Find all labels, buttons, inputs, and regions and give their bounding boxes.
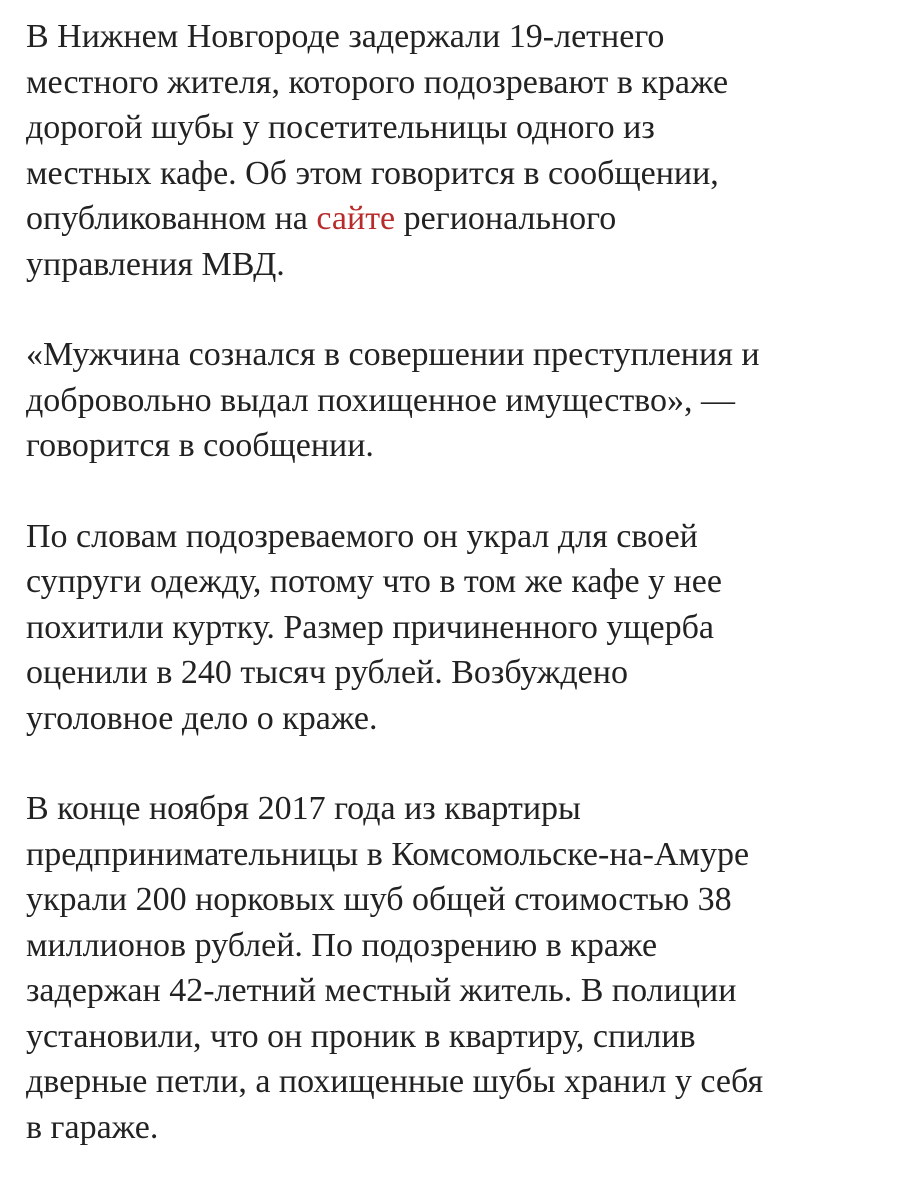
paragraph-3-line: похитили куртку. Размер причиненного ущерба — [26, 608, 715, 646]
paragraph-4-line: дверные петли, а похищенные шубы хранил у себя — [26, 1063, 764, 1100]
paragraph-1-line-with-link — [26, 196, 886, 242]
paragraph-3 — [26, 514, 886, 742]
paragraph-3-line: оценили в 240 тысяч рублей. Возбуждено — [26, 654, 628, 691]
paragraph-1-text-before-link: опубликованном на — [26, 200, 317, 237]
paragraph-4-line: задержан 42-летний местный житель. В полиции — [26, 972, 737, 1009]
paragraph-4-line: предпринимательницы в Комсомольске-на-Амуре — [26, 835, 750, 873]
mvd-site-link[interactable]: сайте — [316, 200, 396, 237]
paragraph-1-line: местного жителя, которого подозревают в краже — [26, 63, 729, 101]
paragraph-4-line: установили, что он проник в квартиру, спилив — [26, 1017, 696, 1055]
paragraph-1-line: дорогой шубы у посетительницы одного из — [26, 109, 655, 146]
paragraph-4-line: миллионов рублей. По подозрению в краже — [26, 926, 658, 964]
paragraph-1-line: В Нижнем Новгороде задержали 19-летнего — [26, 18, 665, 55]
paragraph-4 — [26, 786, 886, 1150]
paragraph-2-quote — [26, 332, 886, 469]
paragraph-3-line: По словам подозреваемого он украл для своей — [26, 517, 698, 555]
paragraph-2-line: говорится в сообщении. — [26, 427, 374, 464]
paragraph-3-line: супруги одежду, потому что в том же кафе у нее — [26, 563, 722, 600]
paragraph-1 — [26, 14, 886, 287]
paragraph-1-text-after-link: регионального — [395, 200, 617, 237]
paragraph-4-line: В конце ноября 2017 года из квартиры — [26, 790, 581, 827]
paragraph-1-line: управления МВД. — [26, 245, 285, 283]
paragraph-2-line: «Мужчина сознался в совершении преступления и — [26, 336, 760, 373]
article-body — [26, 14, 886, 1195]
paragraph-4-line: украли 200 норковых шуб общей стоимостью 38 — [26, 881, 732, 918]
paragraph-2-line: добровольно выдал похищенное имущество», — — [26, 381, 736, 419]
paragraph-3-line: уголовное дело о краже. — [26, 699, 378, 737]
paragraph-4-line: в гараже. — [26, 1108, 159, 1146]
paragraph-1-line: местных кафе. Об этом говорится в сообщении, — [26, 154, 719, 192]
